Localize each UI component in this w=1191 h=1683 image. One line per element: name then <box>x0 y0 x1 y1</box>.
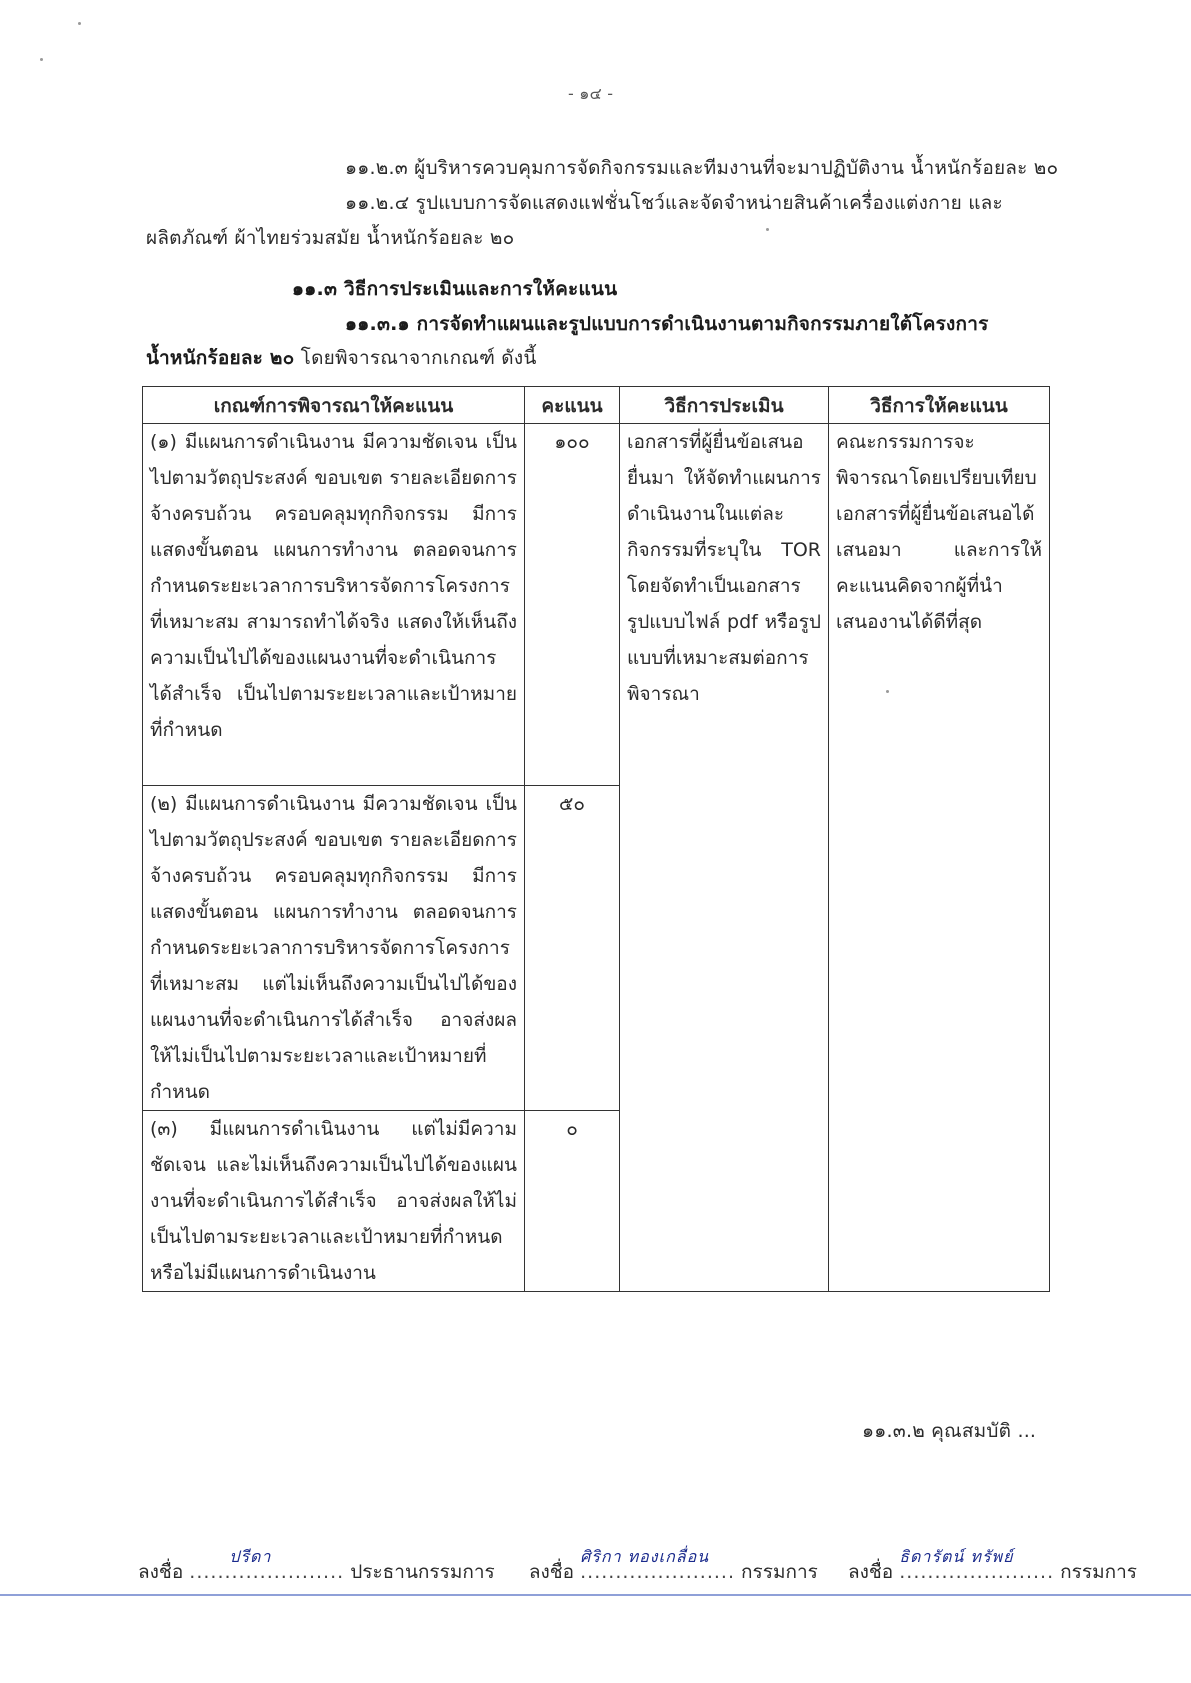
criteria-cell: (๑) มีแผนการดำเนินงาน มีความชัดเจน เป็นไปตามวัตถุประสงค์ ขอบเขต รายละเอียดการจ้างครบถ้วน ครอบคลุมทุกกิจกรรม มีการแสดงขั้นตอน แผนการทำงาน ตลอดจนการกำหนดระยะเวลาการบริหารจัดการโครงการที่เหมาะสม สามารถทำได้จริง แสดงให้เห็นถึงความเป็นไปได้ของแผนงานที่จะดำเนินการได้สำเร็จ เป็นไปตามระยะเวลาและเป้าหมายที่กำหนด <box>143 424 525 786</box>
scan-speck <box>40 58 43 61</box>
page-number: - ๑๔ - <box>568 84 614 103</box>
scan-speck <box>766 228 769 231</box>
table-header-row <box>143 387 1050 424</box>
scoring-method-cell: คณะกรรมการจะพิจารณาโดยเปรียบเทียบเอกสารที่ผู้ยื่นข้อเสนอได้เสนอมา และการให้คะแนนคิดจากผู้ที่นำเสนองานได้ดีที่สุด <box>829 424 1050 1292</box>
header-score: คะแนน <box>525 387 620 424</box>
section-11-3-1-heading: ๑๑.๓.๑ การจัดทำแผนและรูปแบบการดำเนินงานตามกิจกรรมภายใต้โครงการ <box>345 313 989 335</box>
score-cell: ๑๐๐ <box>525 424 620 786</box>
signature-line <box>189 1547 345 1583</box>
signature-line <box>899 1547 1055 1583</box>
bottom-rule <box>0 1594 1191 1596</box>
sign-label: ลงชื่อ <box>138 1561 184 1583</box>
score-cell: ๐ <box>525 1111 620 1292</box>
handwritten-signature: ธิดารัตน์ ทรัพย์ <box>899 1547 1014 1566</box>
scan-speck <box>78 22 81 25</box>
criteria-table <box>142 386 1050 1292</box>
clause-11-2-3: ๑๑.๒.๓ ผู้บริหารควบคุมการจัดกิจกรรมและทีมงานที่จะมาปฏิบัติงาน น้ำหนักร้อยละ ๒๐ <box>345 157 1059 179</box>
signature-row <box>138 1547 1137 1587</box>
header-scoring-method: วิธีการให้คะแนน <box>829 387 1050 424</box>
clause-11-2-4-line1: ๑๑.๒.๔ รูปแบบการจัดแสดงแฟชั่นโชว์และจัดจำหน่ายสินค้าเครื่องแต่งกาย และ <box>345 192 1003 214</box>
sign-label: ลงชื่อ <box>528 1561 575 1583</box>
continuation-note: ๑๑.๓.๒ คุณสมบัติ ... <box>862 1420 1037 1442</box>
section-11-3-1-weight <box>146 343 537 373</box>
dotted-line: ...................... <box>189 1561 345 1583</box>
criteria-cell: (๓) มีแผนการดำเนินงาน แต่ไม่มีความชัดเจน และไม่เห็นถึงความเป็นไปได้ของแผนงานที่จะดำเนินการได้สำเร็จ อาจส่งผลให้ไม่เป็นไปตามระยะเวลาและเป้าหมายที่กำหนด หรือไม่มีแผนการดำเนินงาน <box>143 1111 525 1292</box>
clause-11-2-4-line2: ผลิตภัณฑ์ ผ้าไทยร่วมสมัย น้ำหนักร้อยละ ๒๐ <box>146 227 515 249</box>
criteria-intro: โดยพิจารณาจากเกณฑ์ ดังนี้ <box>294 347 537 369</box>
handwritten-signature: ศิริกา ทองเกลื่อน <box>580 1547 710 1566</box>
sign-label: ลงชื่อ <box>847 1561 894 1583</box>
dotted-line: ...................... <box>580 1561 735 1583</box>
section-11-3-heading: ๑๑.๓ วิธีการประเมินและการให้คะแนน <box>292 278 618 300</box>
dotted-line: ...................... <box>899 1561 1055 1583</box>
score-cell: ๕๐ <box>525 786 620 1111</box>
evaluation-method-cell: เอกสารที่ผู้ยื่นข้อเสนอยื่นมา ให้จัดทำแผนการดำเนินงานในแต่ละกิจกรรมที่ระบุใน TOR โดยจัดทำเป็นเอกสารรูปแบบไฟล์ pdf หรือรูปแบบที่เหมาะสมต่อการพิจารณา <box>620 424 829 1292</box>
weight-text: น้ำหนักร้อยละ ๒๐ <box>146 347 295 369</box>
role-chair: ประธานกรรมการ <box>350 1561 495 1583</box>
table-row <box>143 424 1050 786</box>
header-criteria: เกณฑ์การพิจารณาให้คะแนน <box>143 387 525 424</box>
signature-line <box>580 1547 735 1583</box>
criteria-cell: (๒) มีแผนการดำเนินงาน มีความชัดเจน เป็นไปตามวัตถุประสงค์ ขอบเขต รายละเอียดการจ้างครบถ้วน ครอบคลุมทุกกิจกรรม มีการแสดงขั้นตอน แผนการทำงาน ตลอดจนการกำหนดระยะเวลาการบริหารจัดการโครงการที่เหมาะสม แต่ไม่เห็นถึงความเป็นไปได้ของแผนงานที่จะดำเนินการได้สำเร็จ อาจส่งผลให้ไม่เป็นไปตามระยะเวลาและเป้าหมายที่กำหนด <box>143 786 525 1111</box>
role-member: กรรมการ <box>1060 1561 1137 1583</box>
role-member: กรรมการ <box>741 1561 818 1583</box>
handwritten-signature: ปรีดา <box>229 1547 272 1566</box>
header-evaluation-method: วิธีการประเมิน <box>620 387 829 424</box>
